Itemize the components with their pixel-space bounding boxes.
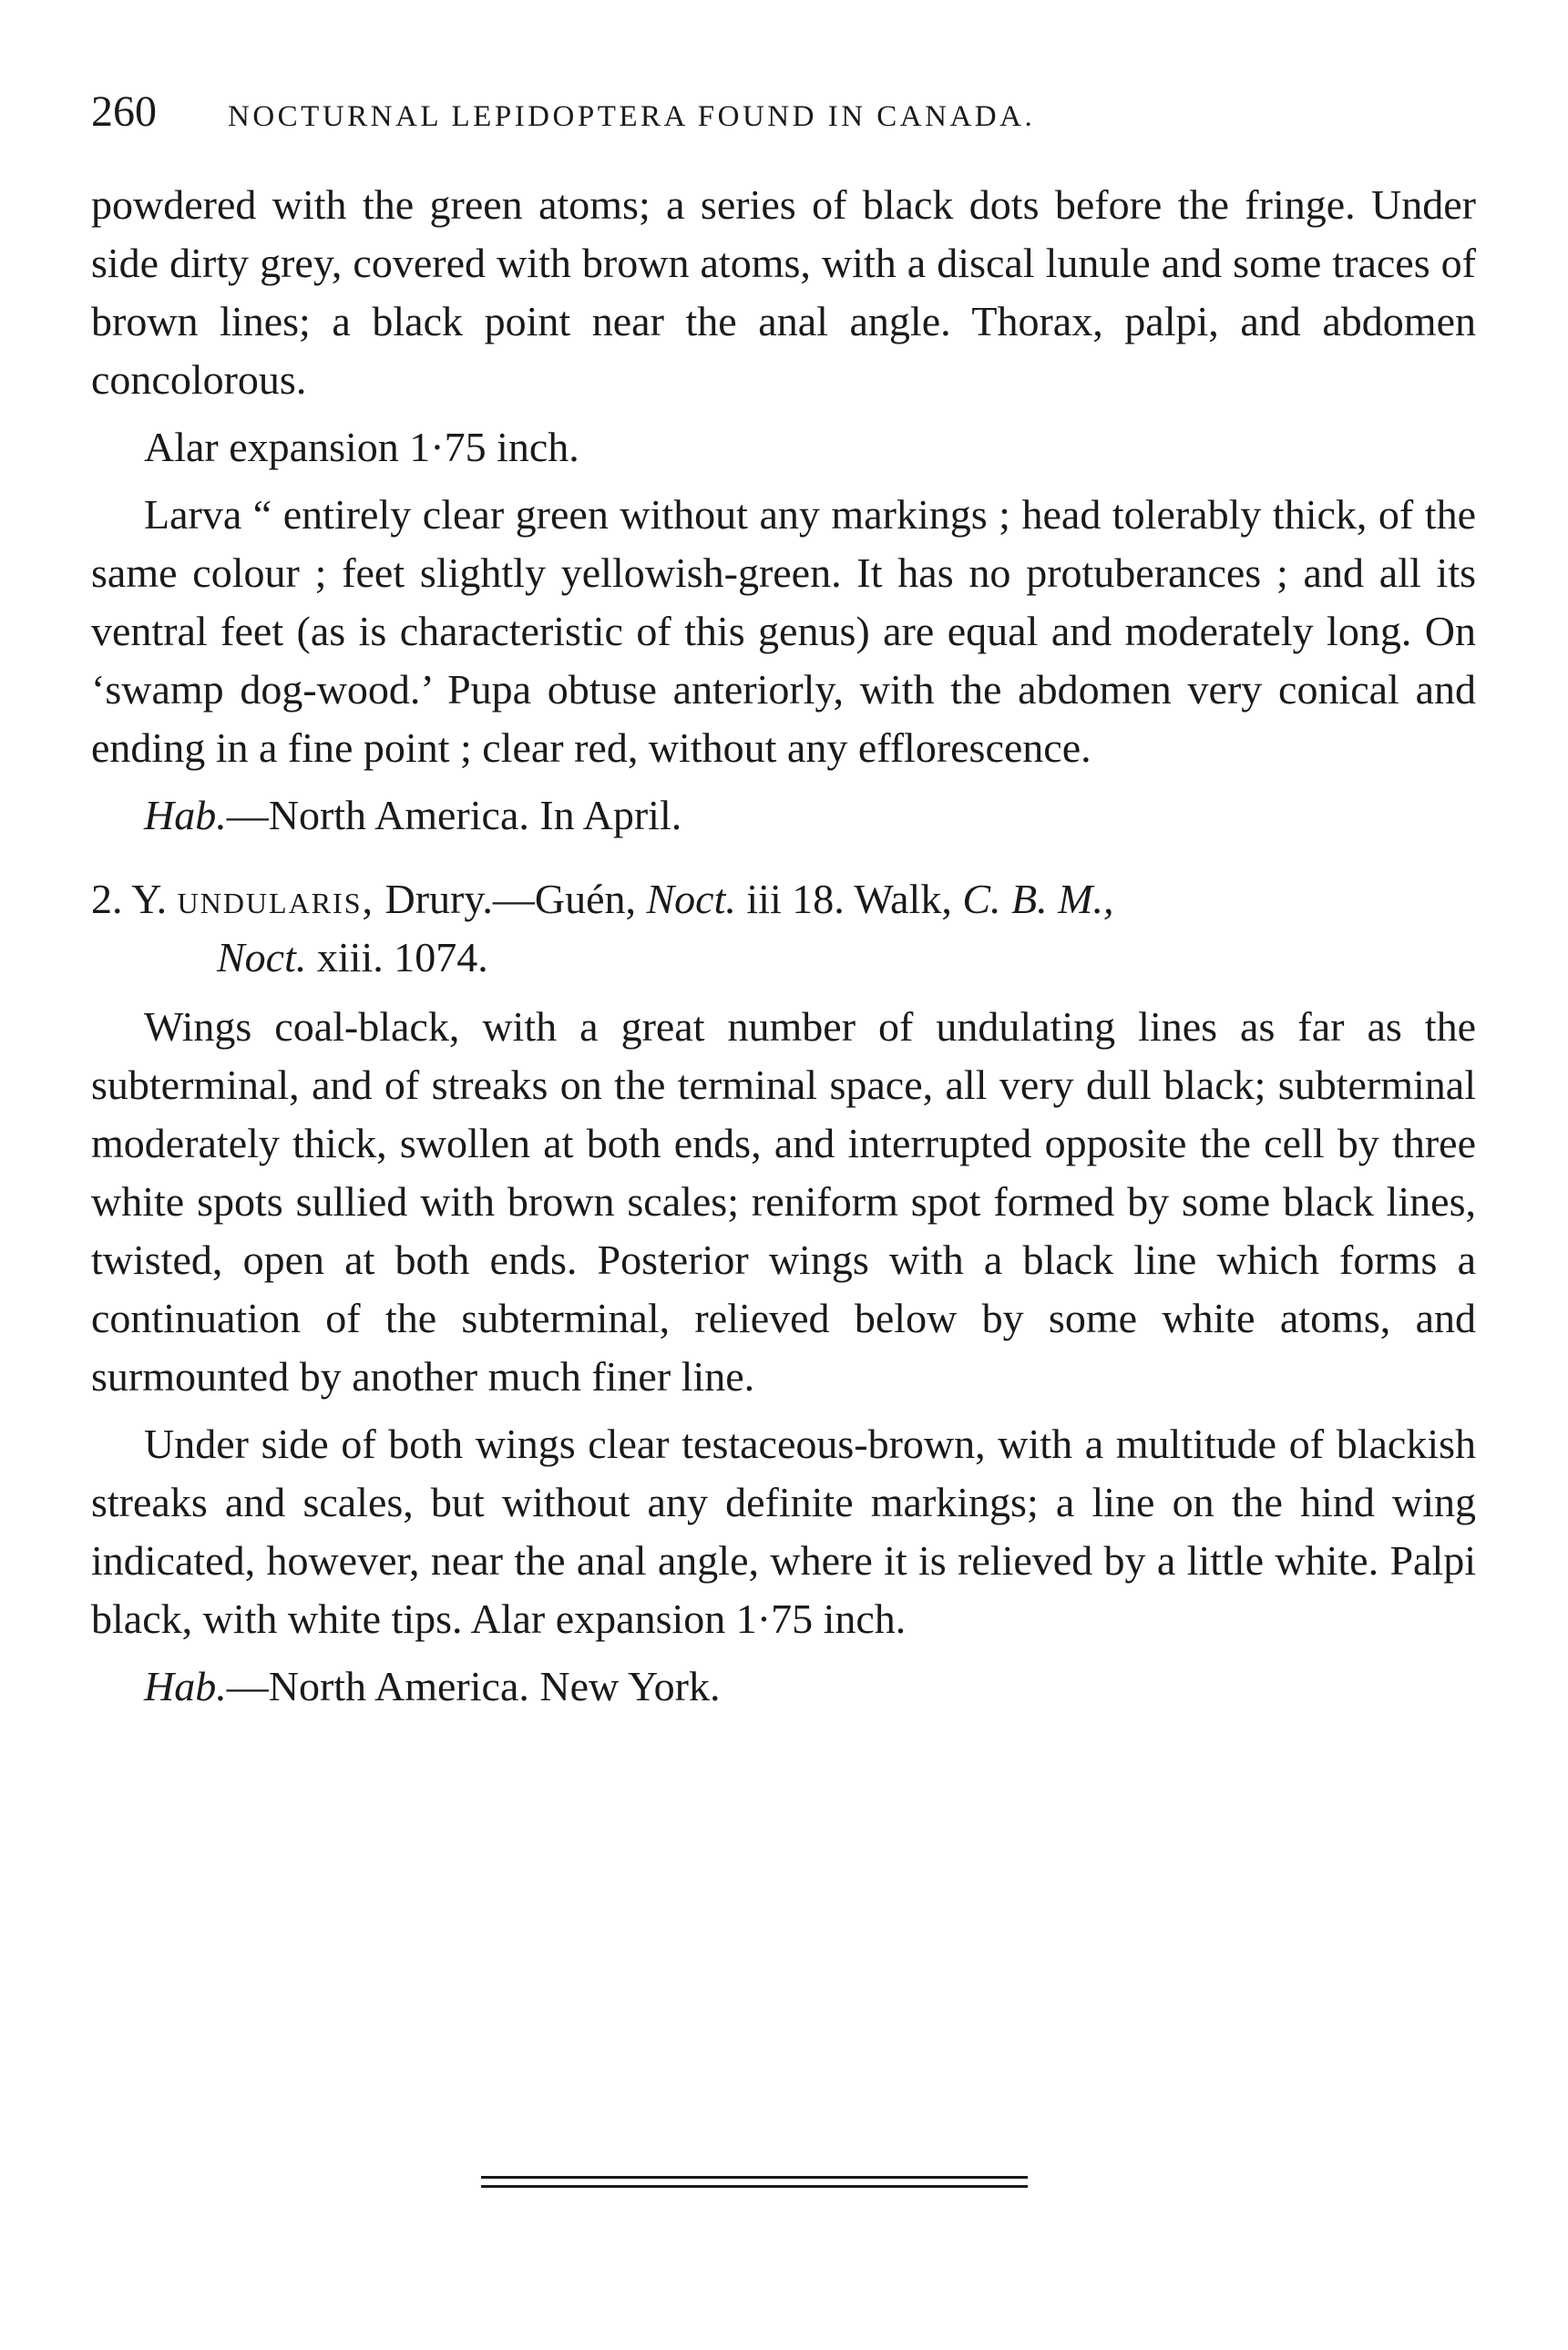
running-title: NOCTURNAL LEPIDOPTERA FOUND IN CANADA. bbox=[228, 100, 1036, 133]
habitat-text: —North America. In April. bbox=[226, 792, 682, 838]
catalogue-abbreviation: C. B. M., bbox=[962, 876, 1114, 922]
species-entry-reference bbox=[91, 929, 1476, 987]
habitat-label: Hab. bbox=[144, 792, 227, 838]
alar-expansion-paragraph: Alar expansion 1·75 inch. bbox=[144, 424, 579, 470]
end-rule-line-bottom bbox=[481, 2185, 1028, 2188]
habitat-paragraph bbox=[91, 786, 1476, 845]
species-name: undularis, bbox=[177, 876, 374, 922]
reference-label: Noct. bbox=[646, 876, 736, 922]
larva-paragraph: Larva “ entirely clear green without any markings ; head tolerably thick, of the same colour ; feet slightly yellowish-green. It has no protuberances ; and all its ventral feet (as is characteristic of this genus) are equal and moderately long. On ‘swamp dog-wood.’ Pupa obtuse anteriorly, with the abdomen very conical and ending in a fine point ; clear red, without any efflorescence. bbox=[91, 491, 1476, 771]
book-page bbox=[91, 87, 1476, 1725]
wings-paragraph: Wings coal-black, with a great number of undulating lines as far as the subterminal, and of streaks on the terminal space, all very dull black; subterminal moderately thick, swollen at both ends, and interrupted opposite the cell by three white spots sullied with brown scales; reniform spot formed by some black lines, twisted, open at both ends. Posterior wings with a black line which forms a continuation of the subterminal, relieved below by some white atoms, and surmounted by another much finer line. bbox=[91, 1003, 1476, 1400]
end-rule-line-top bbox=[481, 2176, 1028, 2179]
page-number: 260 bbox=[91, 87, 157, 136]
species-number: 2. Y. bbox=[91, 876, 168, 922]
body-text bbox=[91, 176, 1476, 1716]
reference-text-2: xiii. 1074. bbox=[306, 934, 488, 980]
running-head bbox=[91, 87, 1476, 159]
habitat-label-2: Hab. bbox=[144, 1663, 227, 1709]
species-authority: Drury.—Guén, bbox=[374, 876, 636, 922]
reference-text: iii 18. Walk, bbox=[735, 876, 952, 922]
habitat-text-2: —North America. New York. bbox=[226, 1663, 721, 1709]
reference-label-2: Noct. bbox=[217, 934, 307, 980]
underside-paragraph: Under side of both wings clear testaceous-brown, with a multitude of blackish streaks and scales, but without any definite markings; a line on the hind wing indicated, however, near the anal angle, where it is relieved by a little white. Palpi black, with white tips. Alar expansion 1·75 inch. bbox=[91, 1421, 1476, 1642]
species-entry-heading bbox=[91, 870, 1476, 929]
paragraph-continued: powdered with the green atoms; a series of black dots before the fringe. Under side dirty grey, covered with brown atoms, with a discal lunule and some traces of brown lines; a black point near the anal angle. Thorax, palpi, and abdomen concolorous. bbox=[91, 181, 1476, 403]
end-rule bbox=[481, 2176, 1028, 2188]
habitat-paragraph-2 bbox=[91, 1657, 1476, 1716]
